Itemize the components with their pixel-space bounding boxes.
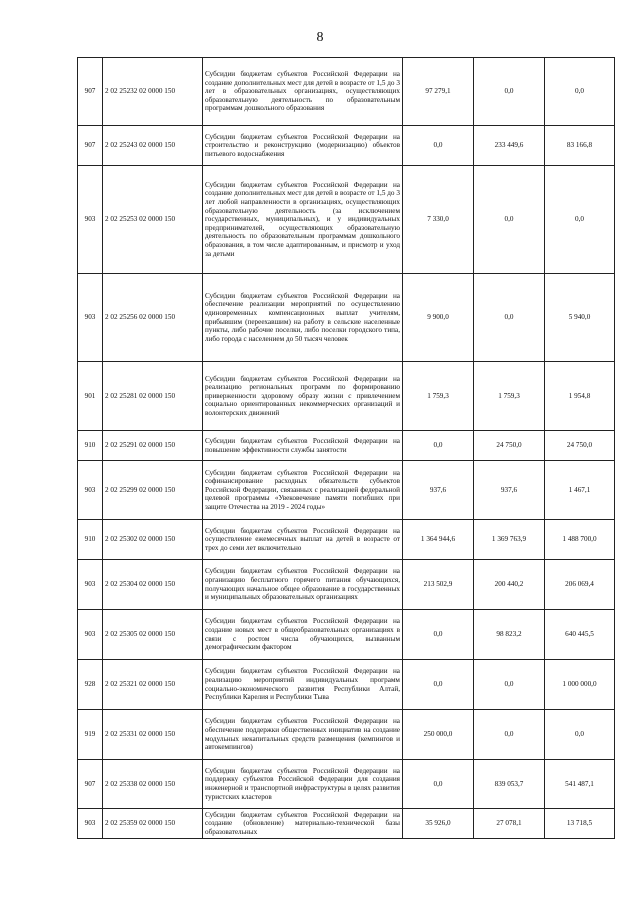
- budget-code-cell: 2 02 25331 02 0000 150: [103, 710, 203, 760]
- budget-code-cell: 2 02 25281 02 0000 150: [103, 362, 203, 431]
- amount-year2-cell: 233 449,6: [474, 126, 545, 166]
- income-name-cell: Субсидии бюджетам субъектов Российской Федерации на поддержку субъектов Российской Федерации для создания инженерной и транспортной инфраструктуры в целях развития туристских кластеров: [203, 760, 403, 809]
- admin-code-cell: 919: [78, 710, 103, 760]
- income-name-cell: Субсидии бюджетам субъектов Российской Федерации на создание дополнительных мест для детей в возрасте от 1,5 до 3 лет в образовательных организациях, осуществляющих образовательную деятельность по образовательным программам дошкольного образования: [203, 58, 403, 126]
- page-number: 8: [316, 30, 324, 45]
- table-row: [78, 610, 615, 660]
- amount-year2-cell: 0,0: [474, 58, 545, 126]
- amount-year3-cell: 1 467,1: [545, 461, 615, 520]
- admin-code-cell: 903: [78, 560, 103, 610]
- amount-year3-cell: 1 954,8: [545, 362, 615, 431]
- income-name-cell: Субсидии бюджетам субъектов Российской Федерации на реализацию мероприятий индивидуальных программ социально-экономического развития Республики Алтай, Республики Карелия и Республики Тыва: [203, 660, 403, 710]
- amount-year2-cell: 24 750,0: [474, 431, 545, 461]
- admin-code-cell: 907: [78, 760, 103, 809]
- table-row: [78, 809, 615, 839]
- admin-code-cell: 903: [78, 610, 103, 660]
- budget-code-cell: 2 02 25359 02 0000 150: [103, 809, 203, 839]
- table-row: [78, 461, 615, 520]
- budget-code-cell: 2 02 25243 02 0000 150: [103, 126, 203, 166]
- budget-code-cell: 2 02 25304 02 0000 150: [103, 560, 203, 610]
- admin-code-cell: 901: [78, 362, 103, 431]
- amount-year1-cell: 9 900,0: [403, 274, 474, 362]
- amount-year1-cell: 0,0: [403, 760, 474, 809]
- amount-year1-cell: 0,0: [403, 126, 474, 166]
- amount-year3-cell: 24 750,0: [545, 431, 615, 461]
- income-name-cell: Субсидии бюджетам субъектов Российской Федерации на повышение эффективности службы занятости: [203, 431, 403, 461]
- budget-code-cell: 2 02 25256 02 0000 150: [103, 274, 203, 362]
- amount-year2-cell: 0,0: [474, 166, 545, 274]
- income-name-cell: Субсидии бюджетам субъектов Российской Федерации на софинансирование расходных обязательств субъектов Российской Федерации, связанных с реализацией федеральной целевой программы «Увековечение памяти погибших при защите Отечества на 2019 - 2024 годы»: [203, 461, 403, 520]
- table-row: [78, 660, 615, 710]
- amount-year2-cell: 98 823,2: [474, 610, 545, 660]
- budget-code-cell: 2 02 25291 02 0000 150: [103, 431, 203, 461]
- amount-year3-cell: 83 166,8: [545, 126, 615, 166]
- table-row: [78, 520, 615, 560]
- admin-code-cell: 903: [78, 461, 103, 520]
- amount-year2-cell: 0,0: [474, 660, 545, 710]
- admin-code-cell: 928: [78, 660, 103, 710]
- table-row: [78, 431, 615, 461]
- amount-year2-cell: 0,0: [474, 274, 545, 362]
- amount-year1-cell: 97 279,1: [403, 58, 474, 126]
- amount-year3-cell: 0,0: [545, 710, 615, 760]
- income-name-cell: Субсидии бюджетам субъектов Российской Федерации на обеспечение поддержки общественных инициатив на создание модульных некапитальных средств размещения (кемпингов и автокемпингов): [203, 710, 403, 760]
- amount-year1-cell: 35 926,0: [403, 809, 474, 839]
- admin-code-cell: 910: [78, 520, 103, 560]
- income-name-cell: Субсидии бюджетам субъектов Российской Федерации на создание (обновление) материально-технической базы образовательных: [203, 809, 403, 839]
- income-name-cell: Субсидии бюджетам субъектов Российской Федерации на создание новых мест в общеобразовательных организациях в связи с ростом числа обучающихся, вызванным демографическим фактором: [203, 610, 403, 660]
- amount-year1-cell: 213 502,9: [403, 560, 474, 610]
- income-name-cell: Субсидии бюджетам субъектов Российской Федерации на реализацию региональных программ по формированию приверженности здоровому образу жизни с привлечением социально ориентированных некоммерческих организаций и волонтерских движений: [203, 362, 403, 431]
- amount-year3-cell: 5 940,0: [545, 274, 615, 362]
- amount-year3-cell: 206 069,4: [545, 560, 615, 610]
- amount-year2-cell: 1 369 763,9: [474, 520, 545, 560]
- amount-year2-cell: 0,0: [474, 710, 545, 760]
- amount-year1-cell: 937,6: [403, 461, 474, 520]
- table-row: [78, 710, 615, 760]
- income-name-cell: Субсидии бюджетам субъектов Российской Федерации на создание дополнительных мест для детей в возрасте от 1,5 до 3 лет любой направленности в организациях, осуществляющих образовательную деятельность (за исключением государственных, муниципальных), и у индивидуальных предпринимателей, осуществляющих образовательную деятельность по образовательным программам дошкольного образования, в том числе адаптированным, и присмотр и уход за детьми: [203, 166, 403, 274]
- admin-code-cell: 903: [78, 166, 103, 274]
- income-name-cell: Субсидии бюджетам субъектов Российской Федерации на организацию бесплатного горячего питания обучающихся, получающих начальное общее образование в государственных и муниципальных образовательных организациях: [203, 560, 403, 610]
- amount-year3-cell: 0,0: [545, 166, 615, 274]
- amount-year2-cell: 27 078,1: [474, 809, 545, 839]
- amount-year2-cell: 937,6: [474, 461, 545, 520]
- amount-year3-cell: 541 487,1: [545, 760, 615, 809]
- table-row: [78, 166, 615, 274]
- budget-code-cell: 2 02 25299 02 0000 150: [103, 461, 203, 520]
- table-row: [78, 126, 615, 166]
- budget-table-body: [78, 58, 615, 839]
- amount-year1-cell: 0,0: [403, 660, 474, 710]
- amount-year1-cell: 0,0: [403, 610, 474, 660]
- table-row: [78, 362, 615, 431]
- budget-code-cell: 2 02 25305 02 0000 150: [103, 610, 203, 660]
- budget-code-cell: 2 02 25232 02 0000 150: [103, 58, 203, 126]
- admin-code-cell: 907: [78, 58, 103, 126]
- amount-year1-cell: 7 330,0: [403, 166, 474, 274]
- amount-year1-cell: 0,0: [403, 431, 474, 461]
- income-name-cell: Субсидии бюджетам субъектов Российской Федерации на осуществление ежемесячных выплат на детей в возрасте от трех до семи лет включительно: [203, 520, 403, 560]
- admin-code-cell: 907: [78, 126, 103, 166]
- budget-code-cell: 2 02 25321 02 0000 150: [103, 660, 203, 710]
- amount-year3-cell: 1 488 700,0: [545, 520, 615, 560]
- amount-year2-cell: 200 440,2: [474, 560, 545, 610]
- income-name-cell: Субсидии бюджетам субъектов Российской Федерации на обеспечение реализации мероприятий по осуществлению единовременных компенсационных выплат учителям, прибывшим (переехавшим) на работу в сельские населенные пункты, либо рабочие поселки, либо поселки городского типа, либо города с населением до 50 тысяч человек: [203, 274, 403, 362]
- admin-code-cell: 903: [78, 809, 103, 839]
- budget-code-cell: 2 02 25253 02 0000 150: [103, 166, 203, 274]
- amount-year3-cell: 13 718,5: [545, 809, 615, 839]
- budget-code-cell: 2 02 25302 02 0000 150: [103, 520, 203, 560]
- admin-code-cell: 903: [78, 274, 103, 362]
- budget-code-cell: 2 02 25338 02 0000 150: [103, 760, 203, 809]
- amount-year3-cell: 0,0: [545, 58, 615, 126]
- amount-year1-cell: 1 759,3: [403, 362, 474, 431]
- table-row: [78, 58, 615, 126]
- amount-year3-cell: 1 000 000,0: [545, 660, 615, 710]
- amount-year1-cell: 1 364 944,6: [403, 520, 474, 560]
- table-row: [78, 560, 615, 610]
- amount-year1-cell: 250 000,0: [403, 710, 474, 760]
- table-row: [78, 760, 615, 809]
- budget-table: [77, 57, 615, 839]
- amount-year2-cell: 839 053,7: [474, 760, 545, 809]
- amount-year3-cell: 640 445,5: [545, 610, 615, 660]
- income-name-cell: Субсидии бюджетам субъектов Российской Федерации на строительство и реконструкцию (модернизацию) объектов питьевого водоснабжения: [203, 126, 403, 166]
- amount-year2-cell: 1 759,3: [474, 362, 545, 431]
- admin-code-cell: 910: [78, 431, 103, 461]
- table-row: [78, 274, 615, 362]
